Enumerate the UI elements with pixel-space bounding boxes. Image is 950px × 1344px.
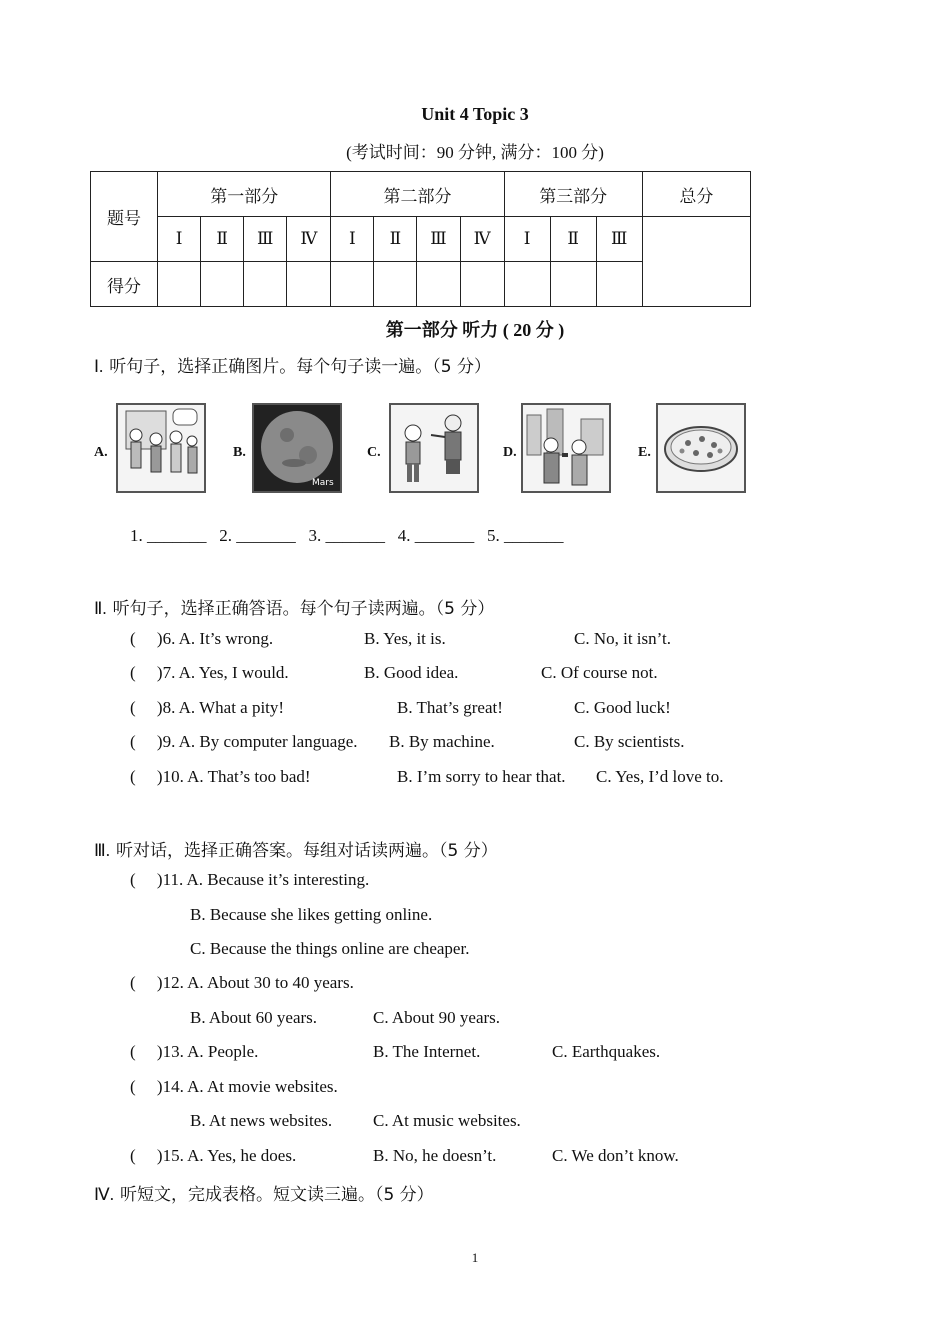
question-heading-1 — [94, 352, 491, 377]
option-b: B. Yes, it is. — [364, 629, 446, 648]
option-c: C. We don’t know. — [552, 1146, 679, 1165]
score-cell-total[interactable] — [642, 217, 750, 307]
exam-info: (考试时间：90 分钟, 满分：100 分) — [346, 143, 604, 162]
score-cell[interactable] — [244, 262, 287, 307]
score-cell[interactable] — [504, 262, 550, 307]
score-table-numeral: Ⅱ — [374, 217, 417, 262]
kids-talking-picture — [116, 403, 206, 493]
question-stem: ( )7. A. Yes, I would. — [130, 663, 289, 682]
score-cell[interactable] — [158, 262, 201, 307]
score-table-numeral: Ⅰ — [158, 217, 201, 262]
score-table-numeral: Ⅰ — [331, 217, 374, 262]
question-number: Ⅲ. — [94, 841, 110, 860]
score-cell[interactable] — [287, 262, 331, 307]
score-table-part3: 第三部分 — [504, 172, 642, 217]
question-heading-4 — [94, 1180, 434, 1205]
question-stem: ( )10. A. That’s too bad! — [130, 767, 311, 786]
question-heading-3 — [94, 836, 498, 861]
option-b: B. No, he doesn’t. — [373, 1146, 497, 1165]
question-heading-2 — [94, 594, 494, 619]
question-number: Ⅱ. — [94, 599, 107, 618]
option-b: B. At news websites. — [190, 1111, 333, 1130]
mars-caption: Mars — [312, 478, 334, 488]
option-c: C. At music websites. — [373, 1111, 521, 1130]
score-table-numeral: Ⅱ — [550, 217, 596, 262]
picture-label-c: C. — [367, 445, 381, 460]
mars-planet-picture — [252, 403, 342, 493]
option-b: B. I’m sorry to hear that. — [397, 767, 566, 786]
question-stem: ( )11. A. Because it’s interesting. — [130, 870, 370, 889]
score-table-part1: 第一部分 — [158, 172, 331, 217]
option-c: C. Of course not. — [541, 663, 658, 682]
answer-line: 1. _______ 2. _______ 3. _______ 4. _______ 5. _______ — [130, 526, 564, 545]
picture-label-e: E. — [638, 445, 651, 460]
score-cell[interactable] — [596, 262, 642, 307]
question-stem: ( )14. A. At movie websites. — [130, 1077, 338, 1096]
option-b: B. That’s great! — [397, 698, 503, 717]
picture-label-b: B. — [233, 445, 246, 460]
question-stem: ( )15. A. Yes, he does. — [130, 1146, 297, 1165]
score-table-numeral: Ⅲ — [417, 217, 460, 262]
score-cell[interactable] — [550, 262, 596, 307]
section-heading: 第一部分 听力 ( 20 分 ) — [385, 320, 565, 340]
pizza-picture — [656, 403, 746, 493]
score-table-label-question: 题号 — [91, 172, 158, 262]
score-table-part2: 第二部分 — [331, 172, 504, 217]
question-instruction: 听短文，完成表格。短文读三遍。（5 分） — [119, 1185, 434, 1205]
score-table-numeral: Ⅰ — [504, 217, 550, 262]
question-stem: ( )12. A. About 30 to 40 years. — [130, 973, 354, 992]
score-table-numeral: Ⅲ — [244, 217, 287, 262]
question-instruction: 听句子，选择正确答语。每个句子读两遍。（5 分） — [112, 599, 495, 619]
page-number: 1 — [471, 1250, 479, 1265]
option-b: B. About 60 years. — [190, 1008, 318, 1027]
question-stem: ( )6. A. It’s wrong. — [130, 629, 274, 648]
question-stem: ( )8. A. What a pity! — [130, 698, 285, 717]
score-table-numeral: Ⅳ — [460, 217, 504, 262]
picture-label-a: A. — [94, 445, 108, 460]
option-c: C. Yes, I’d love to. — [596, 767, 724, 786]
score-cell[interactable] — [460, 262, 504, 307]
score-table-numeral: Ⅱ — [201, 217, 244, 262]
option-c: C. By scientists. — [574, 732, 685, 751]
score-cell[interactable] — [374, 262, 417, 307]
picture-label-d: D. — [503, 445, 517, 460]
question-number: Ⅰ. — [94, 357, 104, 376]
option-b: B. Because she likes getting online. — [190, 905, 433, 924]
boy-and-woman-picture — [389, 403, 479, 493]
question-instruction: 听对话，选择正确答案。每组对话读两遍。（5 分） — [115, 841, 498, 861]
score-table-numeral: Ⅲ — [596, 217, 642, 262]
score-cell[interactable] — [331, 262, 374, 307]
question-instruction: 听句子，选择正确图片。每个句子读一遍。（5 分） — [109, 357, 491, 377]
score-table — [90, 171, 751, 307]
question-number: Ⅳ. — [94, 1185, 114, 1204]
score-cell[interactable] — [417, 262, 460, 307]
option-c: C. Good luck! — [574, 698, 671, 717]
score-table-total: 总分 — [642, 172, 750, 217]
option-c: C. About 90 years. — [373, 1008, 501, 1027]
score-cell[interactable] — [201, 262, 244, 307]
score-table-numeral: Ⅳ — [287, 217, 331, 262]
option-b: B. By machine. — [389, 732, 495, 751]
score-table-label-score: 得分 — [91, 262, 158, 307]
page-title: Unit 4 Topic 3 — [421, 104, 529, 124]
option-b: B. The Internet. — [373, 1042, 481, 1061]
option-c: C. Earthquakes. — [552, 1042, 661, 1061]
question-stem: ( )13. A. People. — [130, 1042, 259, 1061]
option-c: C. No, it isn’t. — [574, 629, 671, 648]
option-b: B. Good idea. — [364, 663, 459, 682]
option-c: C. Because the things online are cheaper. — [190, 939, 470, 958]
question-stem: ( )9. A. By computer language. — [130, 732, 358, 751]
reporter-city-picture — [521, 403, 611, 493]
